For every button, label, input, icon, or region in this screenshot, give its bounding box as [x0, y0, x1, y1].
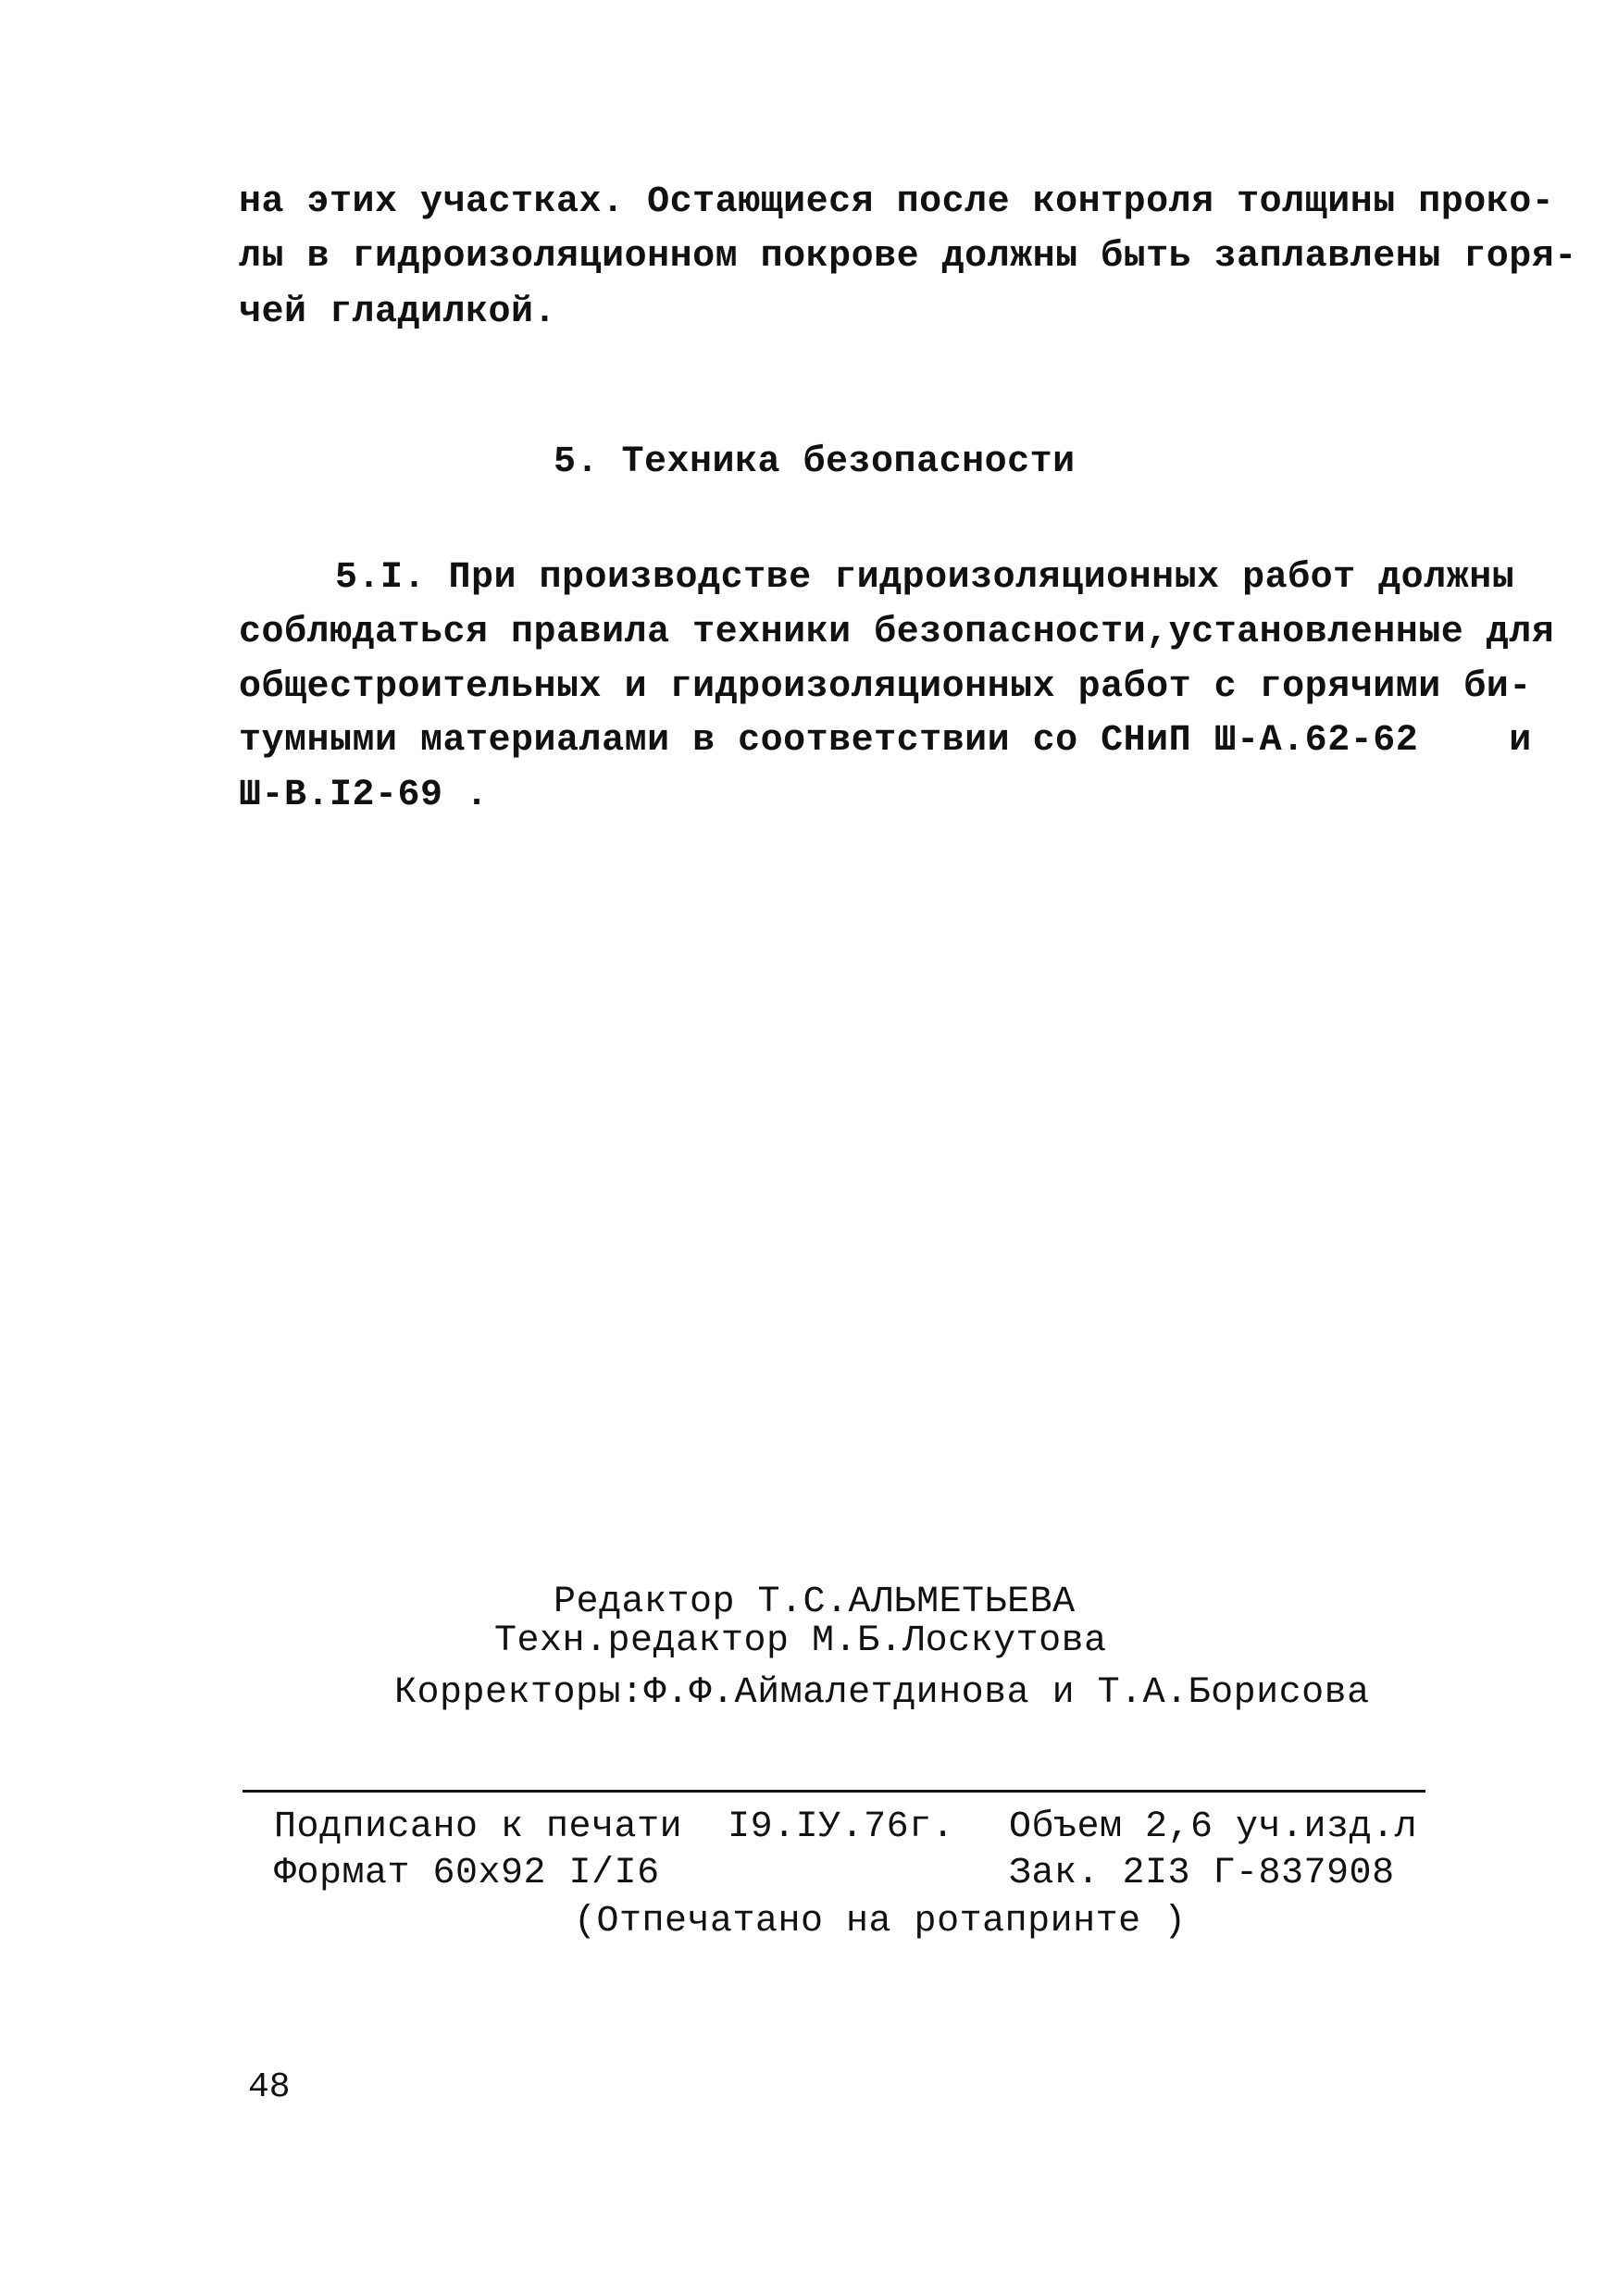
text-line: тумными материалами в соответствии со СНиП Ш-А.62-62 и — [239, 720, 1532, 762]
page-number: 48 — [248, 2067, 291, 2107]
proofreaders-credit: Корректоры:Ф.Ф.Аймалетдинова и Т.А.Борисова — [394, 1672, 1370, 1714]
imprint-printed-note: (Отпечатано на ротапринте ) — [574, 1901, 1187, 1942]
text-line: лы в гидроизоляционном покрове должны быть заплавлены горя- — [239, 236, 1577, 278]
tech-editor-credit: Техн.редактор М.Б.Лоскутова — [494, 1620, 1107, 1662]
text-line: общестроительных и гидроизоляционных работ с горячими би- — [239, 666, 1532, 708]
text-line: соблюдаться правила техники безопасности,установленные для — [239, 612, 1555, 653]
text-line: 5.I. При производстве гидроизоляционных работ должны — [335, 557, 1515, 599]
imprint-format: Формат 60х92 I/I6 — [274, 1853, 660, 1894]
text-line: чей гладилкой. — [239, 292, 557, 333]
section-heading: 5. Техника безопасности — [554, 441, 1076, 483]
imprint-signed: Подписано к печати I9.IУ.76г. — [274, 1806, 955, 1848]
imprint-volume: Объем 2,6 уч.изд.л — [1009, 1806, 1418, 1848]
imprint-order: Зак. 2I3 Г-837908 — [1009, 1853, 1395, 1894]
text-line: на этих участках. Остающиеся после контроля толщины проко- — [239, 181, 1555, 223]
imprint-divider — [243, 1790, 1425, 1793]
editor-credit: Редактор Т.С.АЛЬМЕТЬЕВА — [554, 1582, 1076, 1623]
text-line: Ш-В.I2-69 . — [239, 775, 489, 816]
